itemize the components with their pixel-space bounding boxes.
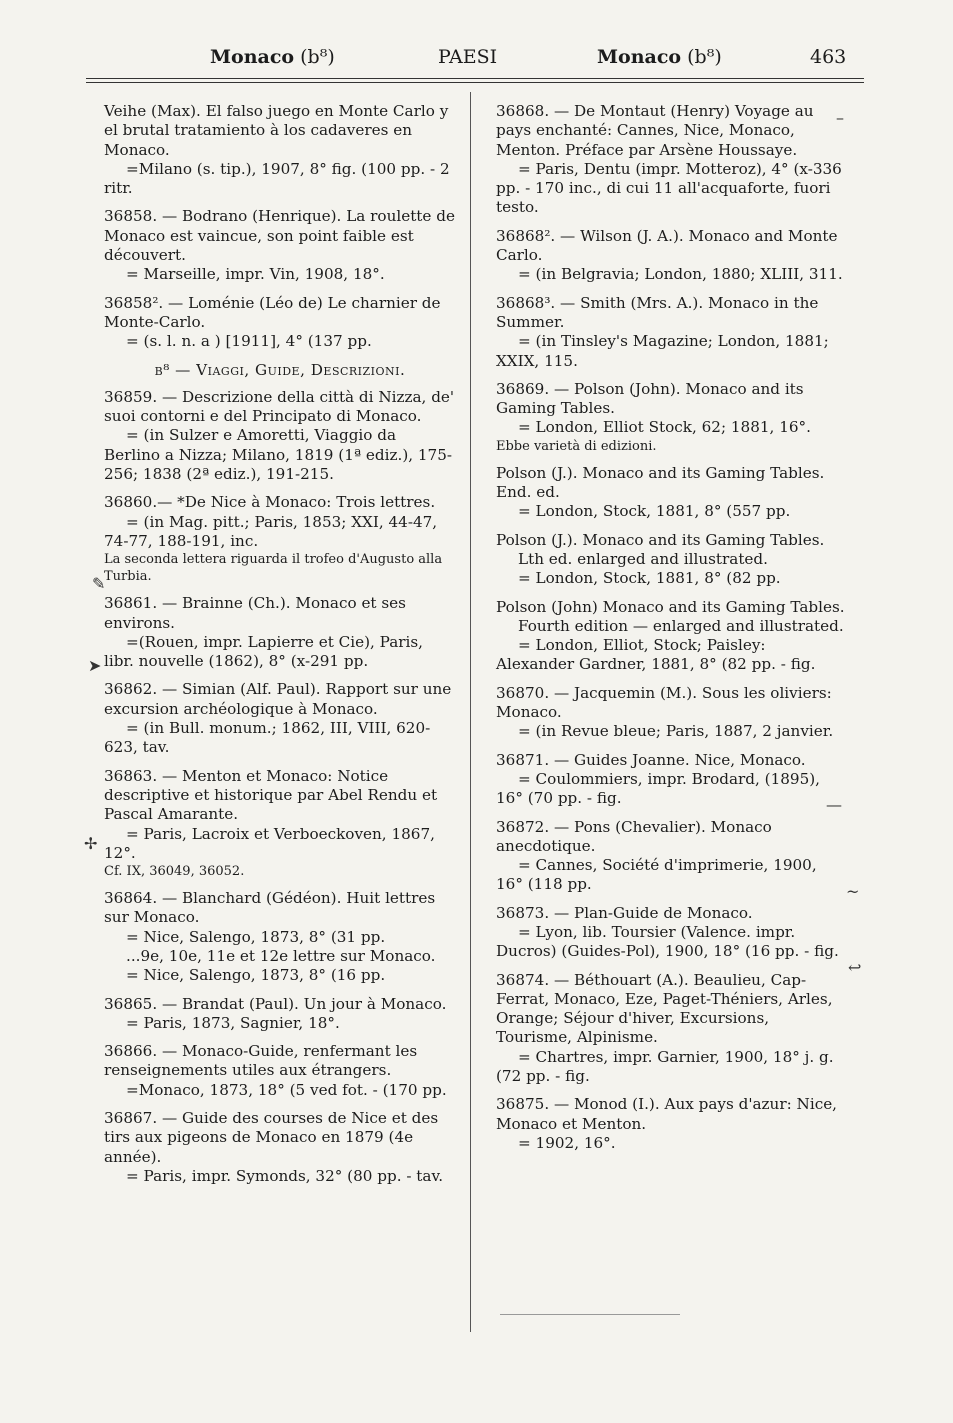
entry-imprint: = London, Stock, 1881, 8° (82 pp. [518, 569, 781, 588]
header-rule [86, 78, 864, 79]
column-divider [470, 92, 471, 1332]
entry-imprint: = Coulommiers, impr. Brodard, (1895), 16° (70 pp. - fig. [496, 769, 820, 808]
bibliography-entry [496, 1095, 848, 1153]
entry-imprint: Lth ed. enlarged and illustrated. [518, 549, 768, 568]
bibliography-entry [104, 102, 456, 198]
section-heading: b⁸ — Viaggi, Guide, Descrizioni. [154, 360, 406, 379]
entry-title: 36866. — Monaco-Guide, renfermant les renseignements utiles aux étrangers. [104, 1042, 418, 1080]
entry-imprint: = Chartres, impr. Garnier, 1900, 18° j. g. (72 pp. - fig. [496, 1047, 834, 1086]
bibliography-entry [496, 818, 848, 895]
entry-title: 36860.— *De Nice à Monaco: Trois lettres. [104, 493, 436, 512]
entry-imprint: =(Rouen, impr. Lapierre et Cie), Paris, libr. nouvelle (1862), 8° (x-291 pp. [104, 632, 423, 671]
entry-imprint: = 1902, 16°. [518, 1133, 616, 1152]
entry-title: 36862. — Simian (Alf. Paul). Rapport sur une excursion archéologique à Monaco. [104, 680, 452, 718]
bibliography-entry [496, 531, 848, 589]
running-head-left: Monaco (b⁸) [210, 46, 335, 68]
bibliography-entry [496, 904, 848, 962]
entry-title: 36868. — De Montaut (Henry) Voyage au pays enchanté: Cannes, Nice, Monaco, Menton. Préface par Arsène Houssaye. [496, 102, 814, 159]
entry-title: 36873. — Plan-Guide de Monaco. [496, 903, 753, 922]
bibliography-entry [104, 294, 456, 352]
running-head-center: PAESI [438, 46, 498, 68]
entry-imprint: =Monaco, 1873, 18° (5 ved fot. - (170 pp. [126, 1080, 447, 1099]
entry-imprint: = Paris, impr. Symonds, 32° (80 pp. - tav. [126, 1166, 444, 1185]
entry-imprint: =Milano (s. tip.), 1907, 8° fig. (100 pp. - 2 ritr. [104, 159, 450, 198]
margin-mark: ↩ [848, 958, 862, 977]
entry-imprint: = Marseille, impr. Vin, 1908, 18°. [126, 265, 385, 284]
margin-mark: ~ [846, 882, 860, 901]
bibliography-entry [104, 493, 456, 585]
entry-imprint: Fourth edition — enlarged and illustrated. [518, 616, 844, 635]
entry-note: Cf. IX, 36049, 36052. [104, 864, 245, 880]
entry-imprint: = (in Sulzer e Amoretti, Viaggio da Berlino a Nizza; Milano, 1819 (1ª ediz.), 175-256; 1838 (2ª ediz.), 191-215. [104, 426, 453, 484]
entry-note: Ebbe varietà di edizioni. [496, 438, 657, 454]
entry-imprint: = Lyon, lib. Toursier (Valence. impr. Ducros) (Guides-Pol), 1900, 18° (16 pp. - fig. [496, 922, 839, 961]
entry-title: Polson (J.). Monaco and its Gaming Tables. [496, 530, 825, 549]
bibliography-entry [104, 388, 456, 484]
bibliography-entry [104, 1042, 456, 1100]
entry-title: 36858. — Bodrano (Henrique). La roulette de Monaco est vaincue, son point faible est découvert. [104, 207, 455, 265]
bibliography-entry [104, 680, 456, 757]
entry-imprint: = (in Mag. pitt.; Paris, 1853; XXI, 44-47, 74-77, 188-191, inc. [104, 512, 438, 550]
entry-imprint: = London, Elliot, Stock; Paisley: Alexander Gardner, 1881, 8° (82 pp. - fig. [496, 636, 816, 674]
bibliography-entry [496, 227, 848, 285]
entry-title: 36864. — Blanchard (Gédéon). Huit lettres sur Monaco. [104, 889, 436, 927]
entry-imprint: = Nice, Salengo, 1873, 8° (16 pp. [126, 966, 386, 985]
bibliography-entry [496, 971, 848, 1087]
bibliography-entry [496, 294, 848, 371]
entry-title: 36874. — Béthouart (A.). Beaulieu, Cap-Ferrat, Monaco, Eze, Paget-Théniers, Arles, Orange; Séjour d'hiver, Excursions, Tourisme, Alpinisme. [496, 970, 833, 1047]
bibliography-entry [496, 684, 848, 742]
bibliography-entry [104, 889, 456, 985]
entry-title: 36869. — Polson (John). Monaco and its Gaming Tables. [496, 379, 804, 418]
margin-mark: — [826, 795, 842, 814]
entry-title: 36870. — Jacquemin (M.). Sous les oliviers: Monaco. [496, 683, 832, 722]
entry-imprint: = Cannes, Société d'imprimerie, 1900, 16° (118 pp. [496, 856, 817, 894]
entry-imprint: = (in Belgravia; London, 1880; XLIII, 311. [518, 265, 843, 284]
page-header [0, 0, 953, 90]
entry-title: Polson (John) Monaco and its Gaming Tables. [496, 597, 845, 616]
entry-title: 36871. — Guides Joanne. Nice, Monaco. [496, 750, 806, 769]
margin-mark: ✢ [84, 834, 98, 853]
margin-mark: – [836, 108, 844, 127]
margin-mark: ✎ [92, 574, 106, 593]
margin-mark: ➤ [88, 656, 102, 675]
entry-imprint: = London, Stock, 1881, 8° (557 pp. [518, 502, 791, 521]
bibliography-entry [496, 751, 848, 809]
running-head-right: Monaco (b⁸) [597, 46, 722, 68]
bibliography-entry [496, 102, 848, 218]
bibliography-entry [104, 995, 456, 1034]
entry-imprint: ...9e, 10e, 11e et 12e lettre sur Monaco. [126, 946, 436, 965]
bibliography-entry [104, 207, 456, 284]
entry-title: Veihe (Max). El falso juego en Monte Carlo y el brutal tratamiento à los cadaveres en Monaco. [104, 102, 449, 159]
entry-title: 36861. — Brainne (Ch.). Monaco et ses environs. [104, 594, 406, 632]
entry-title: Polson (J.). Monaco and its Gaming Tables. End. ed. [496, 463, 825, 502]
entry-title: 36875. — Monod (I.). Aux pays d'azur: Nice, Monaco et Menton. [496, 1095, 838, 1133]
entry-title: 36858². — Loménie (Léo de) Le charnier de Monte-Carlo. [104, 293, 441, 331]
left-column [104, 102, 456, 1195]
bibliography-entry [104, 594, 456, 671]
entry-title: 36868³. — Smith (Mrs. A.). Monaco in the Summer. [496, 293, 819, 331]
entry-imprint: = (in Revue bleue; Paris, 1887, 2 janvier. [518, 722, 834, 741]
entry-imprint: = Nice, Salengo, 1873, 8° (31 pp. [126, 927, 386, 946]
bibliography-entry [104, 1109, 456, 1186]
entry-imprint: = London, Elliot Stock, 62; 1881, 16°. [518, 418, 811, 437]
entry-imprint: = (in Tinsley's Magazine; London, 1881; XXIX, 115. [496, 332, 829, 370]
header-rule-2 [86, 82, 864, 83]
entry-imprint: = Paris, Dentu (impr. Motteroz), 4° (x-336 pp. - 170 inc., di cui 11 all'acquaforte, fuori testo. [496, 159, 842, 217]
entry-imprint: = Paris, Lacroix et Verboeckoven, 1867, 12°. [104, 824, 435, 862]
entry-note: La seconda lettera riguarda il trofeo d'Augusto alla Turbia. [104, 552, 443, 585]
entry-imprint: = (s. l. n. a ) [1911], 4° (137 pp. [126, 332, 372, 351]
entry-imprint: = Paris, 1873, Sagnier, 18°. [126, 1013, 340, 1032]
page-number: 463 [810, 46, 847, 68]
entry-imprint: = (in Bull. monum.; 1862, III, VIII, 620-623, tav. [104, 719, 431, 757]
bibliography-entry [496, 464, 848, 522]
bibliography-entry [496, 380, 848, 455]
entry-title: 36872. — Pons (Chevalier). Monaco anecdotique. [496, 817, 772, 855]
right-column [496, 102, 848, 1162]
bibliography-entry [104, 767, 456, 880]
entry-title: 36865. — Brandat (Paul). Un jour à Monaco. [104, 994, 447, 1013]
entry-title: 36859. — Descrizione della città di Nizza, de' suoi contorni e del Principato di Monaco. [104, 387, 455, 426]
entry-title: 36867. — Guide des courses de Nice et des tirs aux pigeons de Monaco en 1879 (4e année). [104, 1109, 439, 1166]
entry-title: 36868². — Wilson (J. A.). Monaco and Monte Carlo. [496, 226, 838, 265]
footer-rule [500, 1314, 680, 1315]
entry-title: 36863. — Menton et Monaco: Notice descriptive et historique par Abel Rendu et Pascal Amarante. [104, 766, 438, 824]
bibliography-entry [496, 598, 848, 675]
